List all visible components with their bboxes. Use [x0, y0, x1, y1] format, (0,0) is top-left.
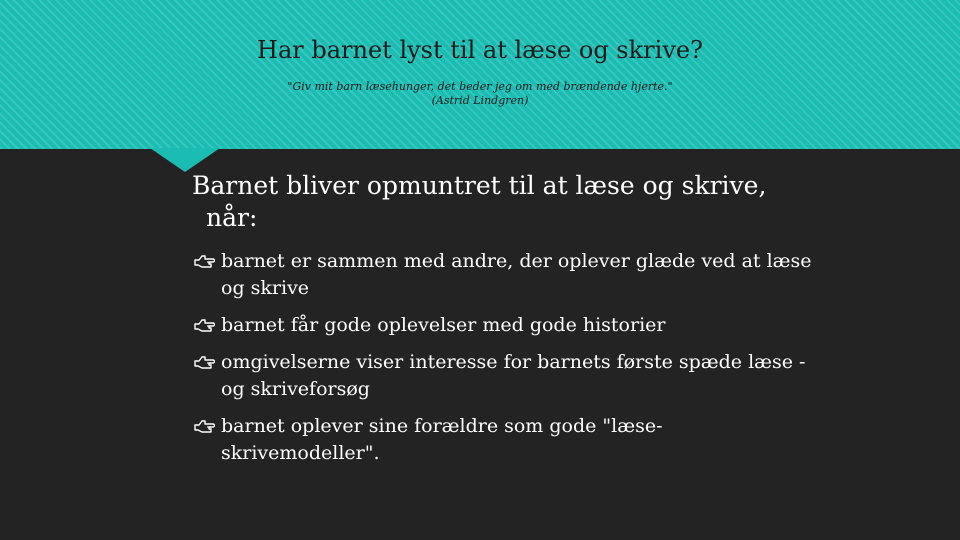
heading-line-2: når:	[206, 203, 258, 232]
hand-point-right-icon	[193, 419, 215, 435]
hand-point-right-icon	[193, 318, 215, 334]
bullet-list	[192, 248, 812, 467]
content-area	[192, 170, 812, 477]
list-item	[192, 248, 812, 302]
quote-text: "Giv mit barn læsehunger, det beder jeg om med brændende hjerte."	[287, 80, 673, 93]
quote-attribution: (Astrid Lindgren)	[431, 94, 529, 107]
header-banner	[0, 0, 960, 149]
bullet-text: barnet får gode oplevelser med gode historier	[221, 314, 666, 336]
header-notch	[150, 148, 220, 172]
hand-point-right-icon	[193, 355, 215, 371]
bullet-text: barnet er sammen med andre, der oplever glæde ved at læse og skrive	[221, 250, 812, 299]
list-item	[192, 312, 812, 339]
bullet-text: barnet oplever sine forældre som gode "læse-skrivemodeller".	[221, 415, 663, 464]
heading-line-1: Barnet bliver opmuntret til at læse og skrive,	[192, 171, 767, 200]
list-item	[192, 349, 812, 403]
list-item	[192, 413, 812, 467]
hand-point-right-icon	[193, 254, 215, 270]
content-heading	[192, 170, 812, 234]
bullet-text: omgivelserne viser interesse for barnets første spæde læse - og skriveforsøg	[221, 351, 806, 400]
slide-title: Har barnet lyst til at læse og skrive?	[257, 36, 703, 64]
